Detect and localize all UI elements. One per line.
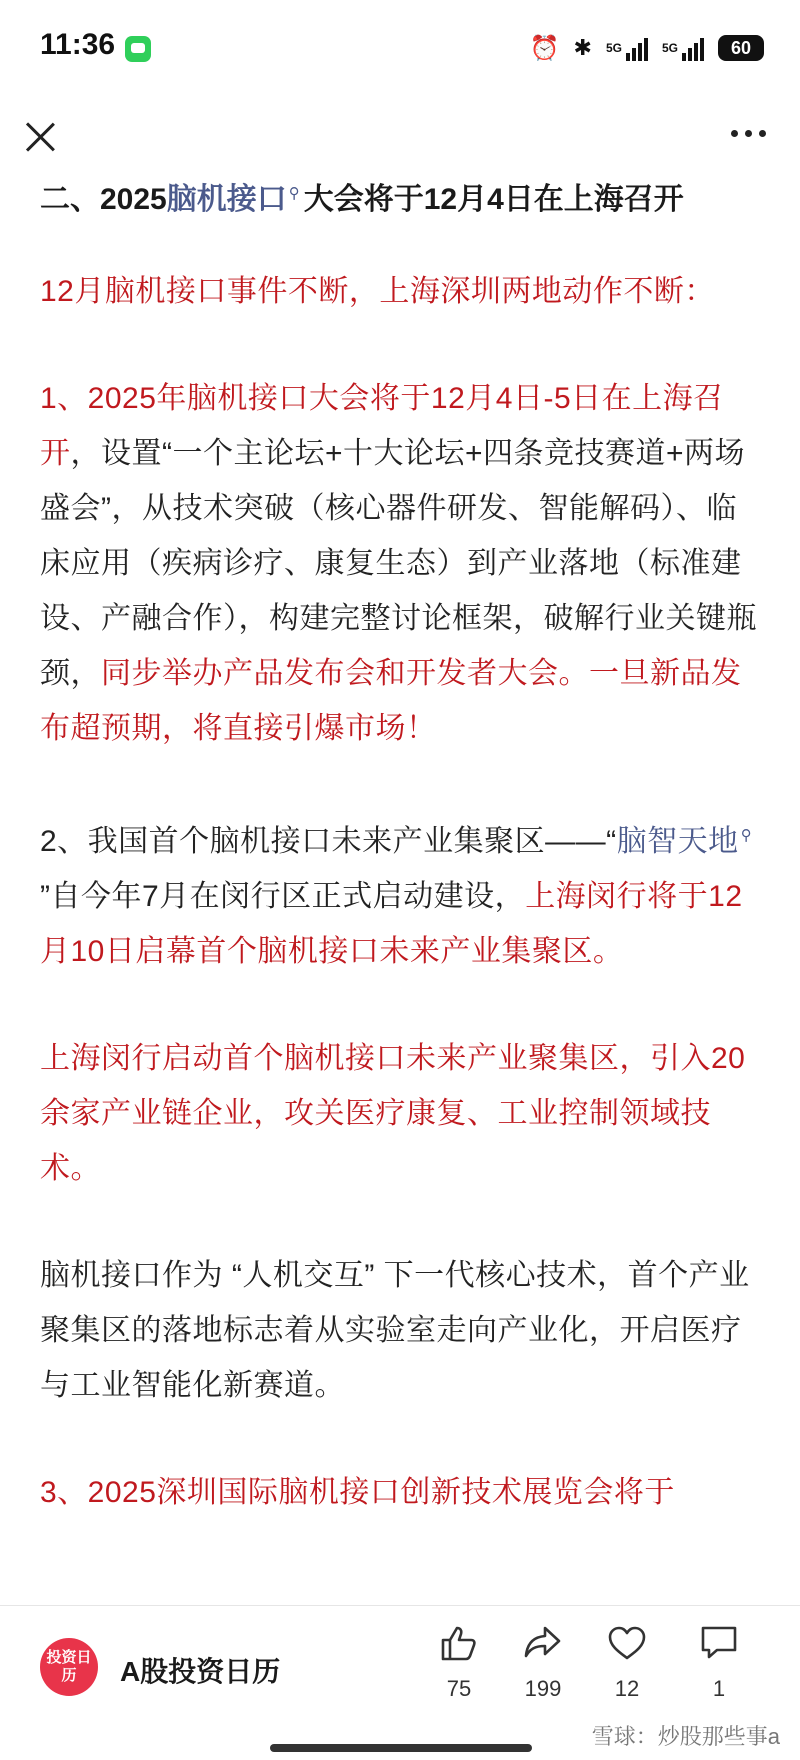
section-heading: 二、2025脑机接口 ⚲ 大会将于12月4日在上海召开 xyxy=(40,168,762,226)
status-icons xyxy=(530,30,764,66)
bluetooth-icon: ✱ xyxy=(573,35,592,60)
search-icon[interactable]: ⚲ xyxy=(740,827,753,844)
author-name[interactable]: A股投资日历 xyxy=(120,1656,281,1687)
alarm-icon: ⏰ xyxy=(529,34,560,62)
thumbs-up-icon xyxy=(439,1624,479,1662)
status-bar xyxy=(0,0,800,100)
avatar[interactable]: 投资日历 xyxy=(40,1638,98,1696)
keyword-link[interactable]: 脑机接口 xyxy=(166,183,287,216)
bottom-action-bar xyxy=(0,1605,800,1760)
signal-icon: 5G xyxy=(606,41,648,55)
home-indicator[interactable] xyxy=(270,1744,532,1752)
comment-icon xyxy=(699,1624,739,1662)
comment-button[interactable]: 1 xyxy=(684,1624,754,1702)
battery-icon: 60 xyxy=(718,35,764,61)
watermark: 雪球：炒股那些事a xyxy=(591,1724,780,1749)
item-1-paragraph: 1、2025年脑机接口大会将于12月4日-5日在上海召开，设置“一个主论坛+十大论坛+四条竞技赛道+两场盛会”，从技术突破（核心器件研发、智能解码）、临床应用（疾病诊疗、康复生态）到产业落地（标准建设、产融合作），构建完整讨论框架，破解行业关键瓶颈，同步举办产品发布会和开发者大会。一旦新品发布超预期，将直接引爆市场！ xyxy=(40,382,757,745)
heart-icon xyxy=(607,1624,647,1662)
intro-paragraph: 12月脑机接口事件不断，上海深圳两地动作不断： xyxy=(40,275,715,308)
cluster-paragraph: 上海闵行启动首个脑机接口未来产业聚集区，引入20余家产业链企业，攻关医疗康复、工业控制领域技术。 xyxy=(40,1042,746,1185)
message-app-icon xyxy=(125,36,151,62)
like-button[interactable]: 75 xyxy=(424,1624,494,1702)
item-3-paragraph: 3、2025深圳国际脑机接口创新技术展览会将于 xyxy=(40,1476,675,1509)
share-button[interactable]: 199 xyxy=(508,1624,578,1702)
item-2-paragraph: 2、我国首个脑机接口未来产业集聚区——“脑智天地 ⚲”自今年7月在闵行区正式启动建设，上海闵行将于12月10日启幕首个脑机接口未来产业集聚区。 xyxy=(40,808,762,979)
article-body xyxy=(40,168,762,1572)
close-icon[interactable] xyxy=(22,118,58,154)
keyword-link[interactable]: 脑智天地 xyxy=(616,825,739,858)
share-icon xyxy=(523,1624,563,1662)
status-time: 11:36 xyxy=(40,28,116,61)
more-icon[interactable] xyxy=(731,130,766,137)
favorite-button[interactable]: 12 xyxy=(592,1624,662,1702)
signal-icon: 5G xyxy=(662,41,704,55)
search-icon[interactable]: ⚲ xyxy=(288,185,300,202)
analysis-paragraph: 脑机接口作为 “人机交互” 下一代核心技术，首个产业聚集区的落地标志着从实验室走向产业化，开启医疗与工业智能化新赛道。 xyxy=(40,1259,750,1402)
